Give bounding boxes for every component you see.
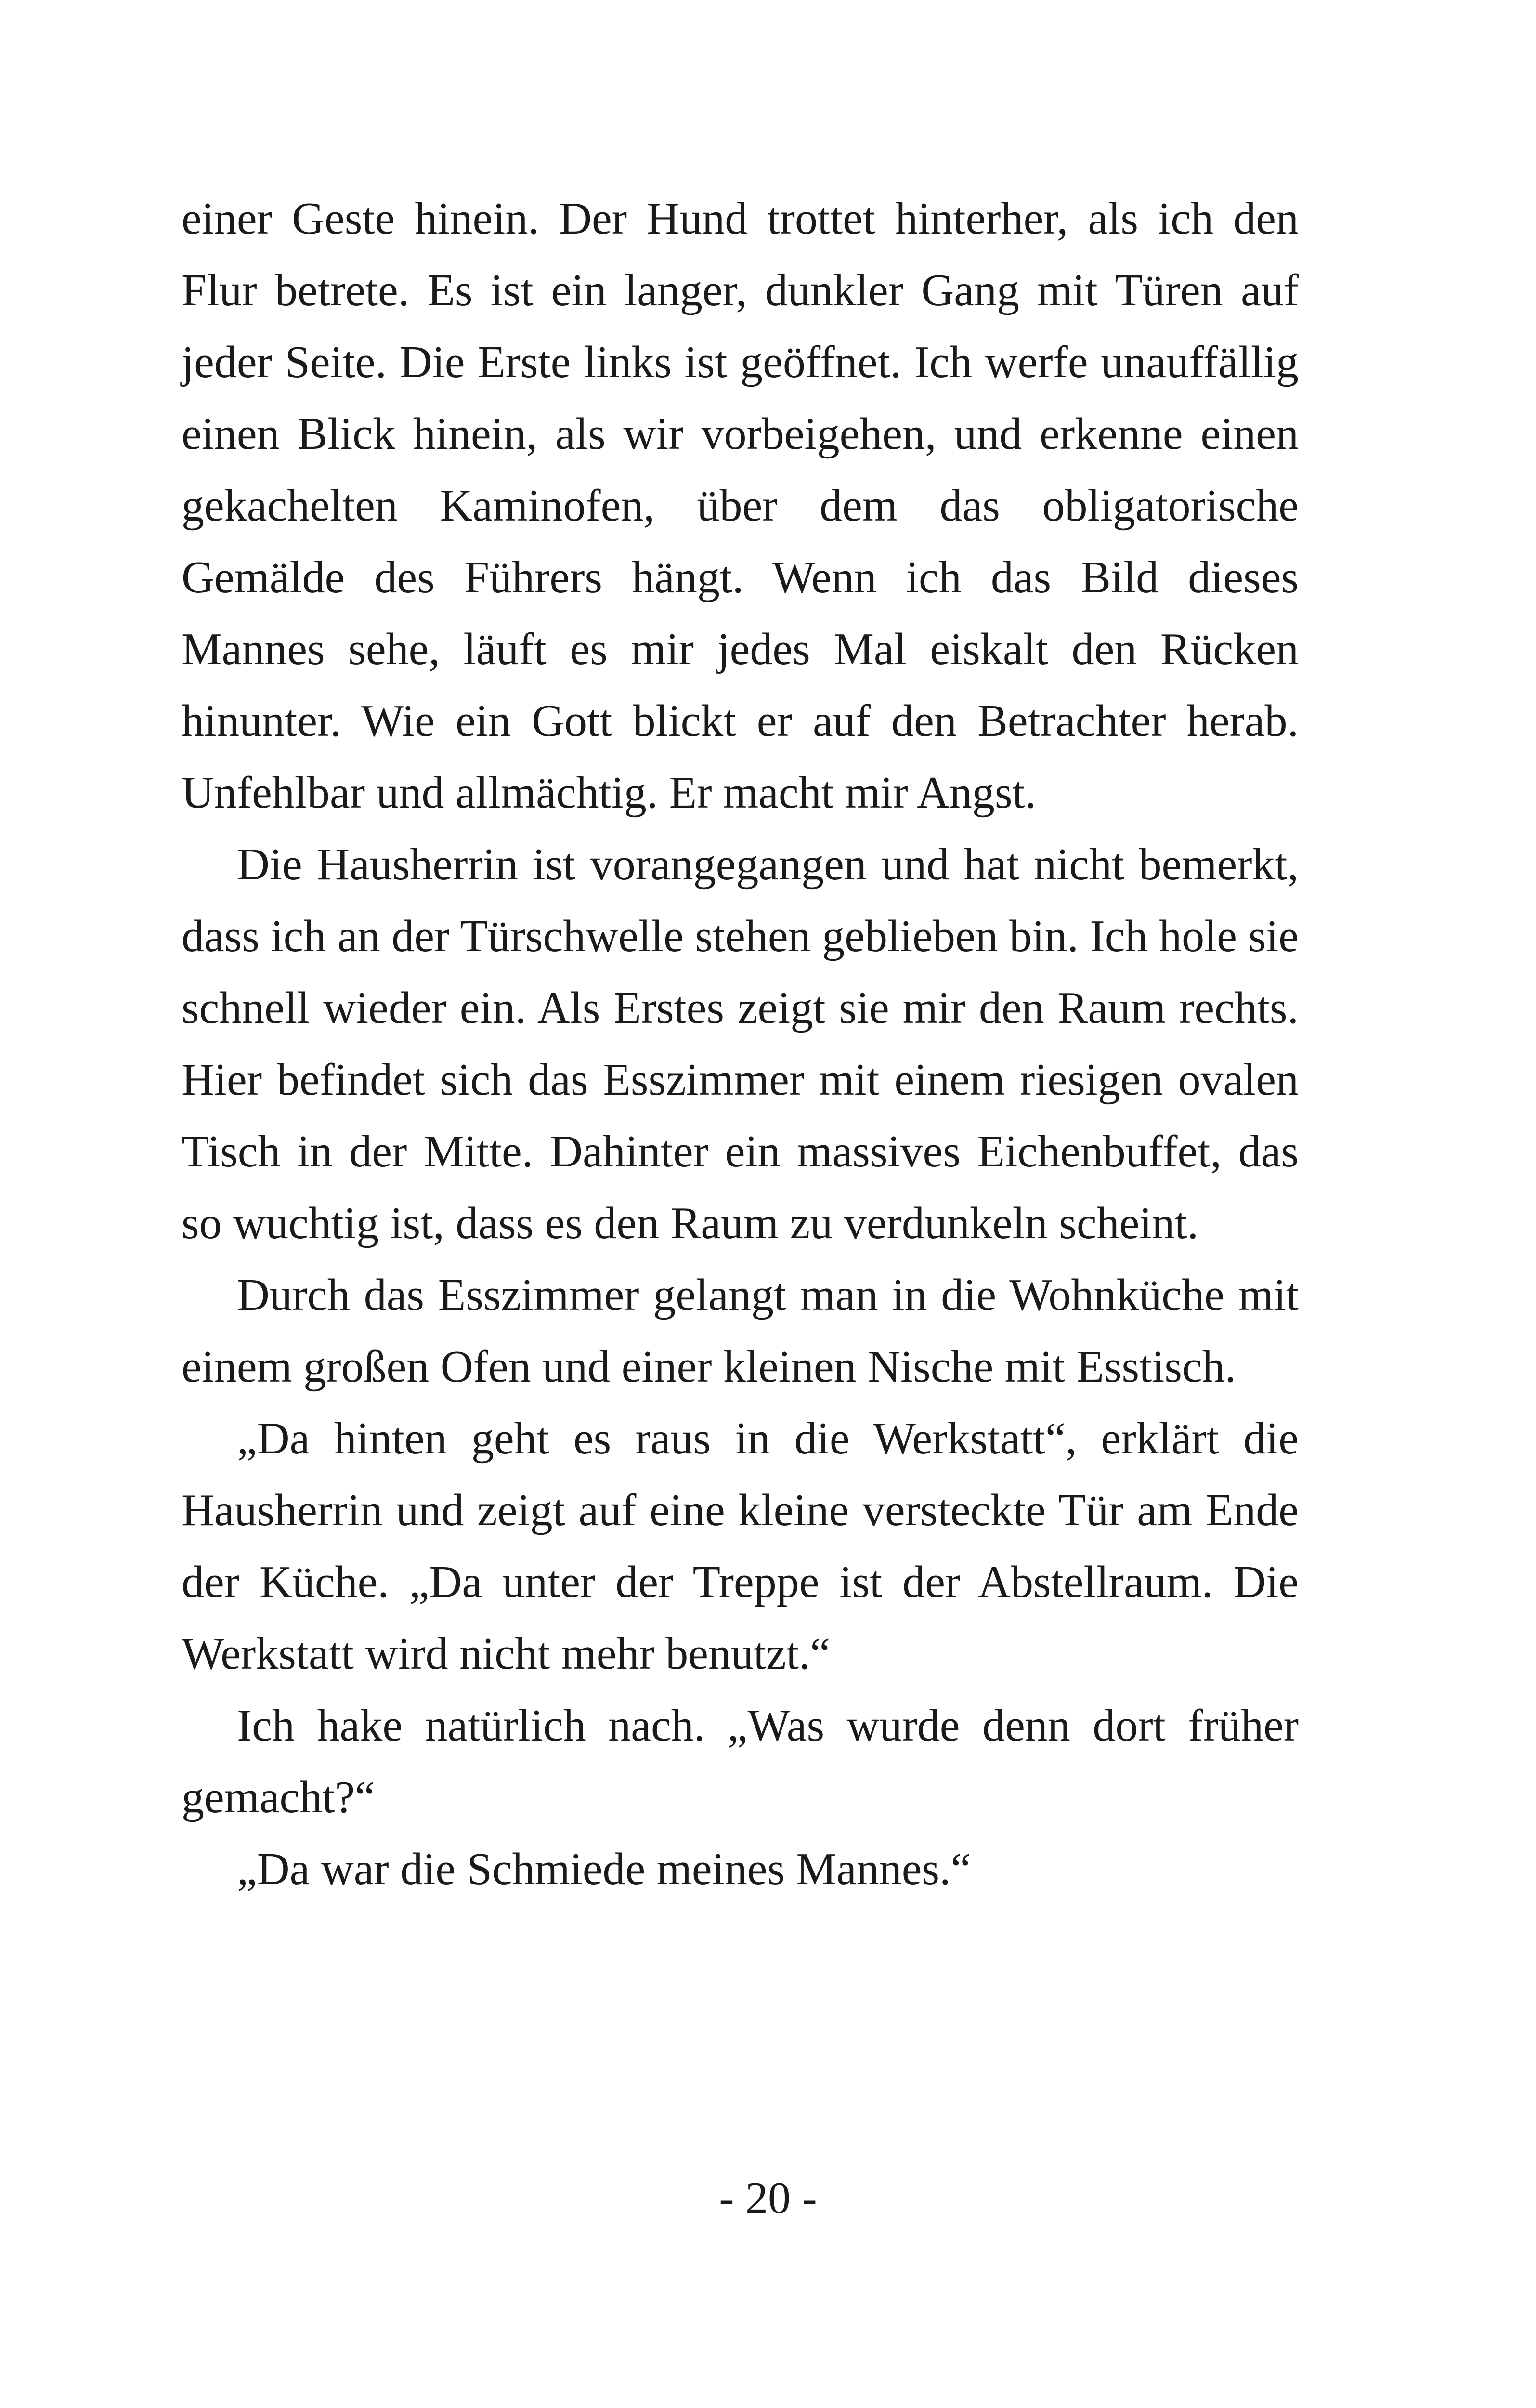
paragraph-4: „Da hinten geht es raus in die Werkstatt“, erklärt die Hausherrin und zeigt auf eine kleine versteckte Tür am Ende der Küche. „Da unter der Treppe ist der Abstellraum. Die Werkstatt wird nicht mehr benutzt.“ [182,1413,1299,1679]
paragraph-1: einer Geste hinein. Der Hund trottet hinterher, als ich den Flur betrete. Es ist ein langer, dunkler Gang mit Türen auf jeder Seite. Die Erste links ist geöffnet. Ich werfe unauffällig einen Blick hinein, als wir vorbeigehen, und erkenne einen gekachelten Kaminofen, über dem das obligatorische Gemälde des Führers hängt. Wenn ich das Bild dieses Mannes sehe, läuft es mir jedes Mal eiskalt den Rücken hinunter. Wie ein Gott blickt er auf den Betrachter herab. Unfehlbar und allmächtig. Er macht mir Angst. [182,194,1299,818]
paragraph-3: Durch das Esszimmer gelangt man in die Wohnküche mit einem großen Ofen und einer kleinen Nische mit Esstisch. [182,1270,1299,1392]
paragraph-5: Ich hake natürlich nach. „Was wurde denn dort früher gemacht?“ [182,1701,1299,1822]
paragraph-6: „Da war die Schmiede meines Mannes.“ [237,1844,971,1894]
paragraph-2: Die Hausherrin ist vorangegangen und hat nicht bemerkt, dass ich an der Türschwelle stehen geblieben bin. Ich hole sie schnell wieder ein. Als Erstes zeigt sie mir den Raum rechts. Hier befindet sich das Esszimmer mit einem riesigen ovalen Tisch in der Mitte. Dahinter ein massives Eichenbuffet, das so wuchtig ist, dass es den Raum zu verdunkeln scheint. [182,839,1299,1248]
page-number: - 20 - [719,2173,817,2223]
body-text [182,183,1299,1905]
